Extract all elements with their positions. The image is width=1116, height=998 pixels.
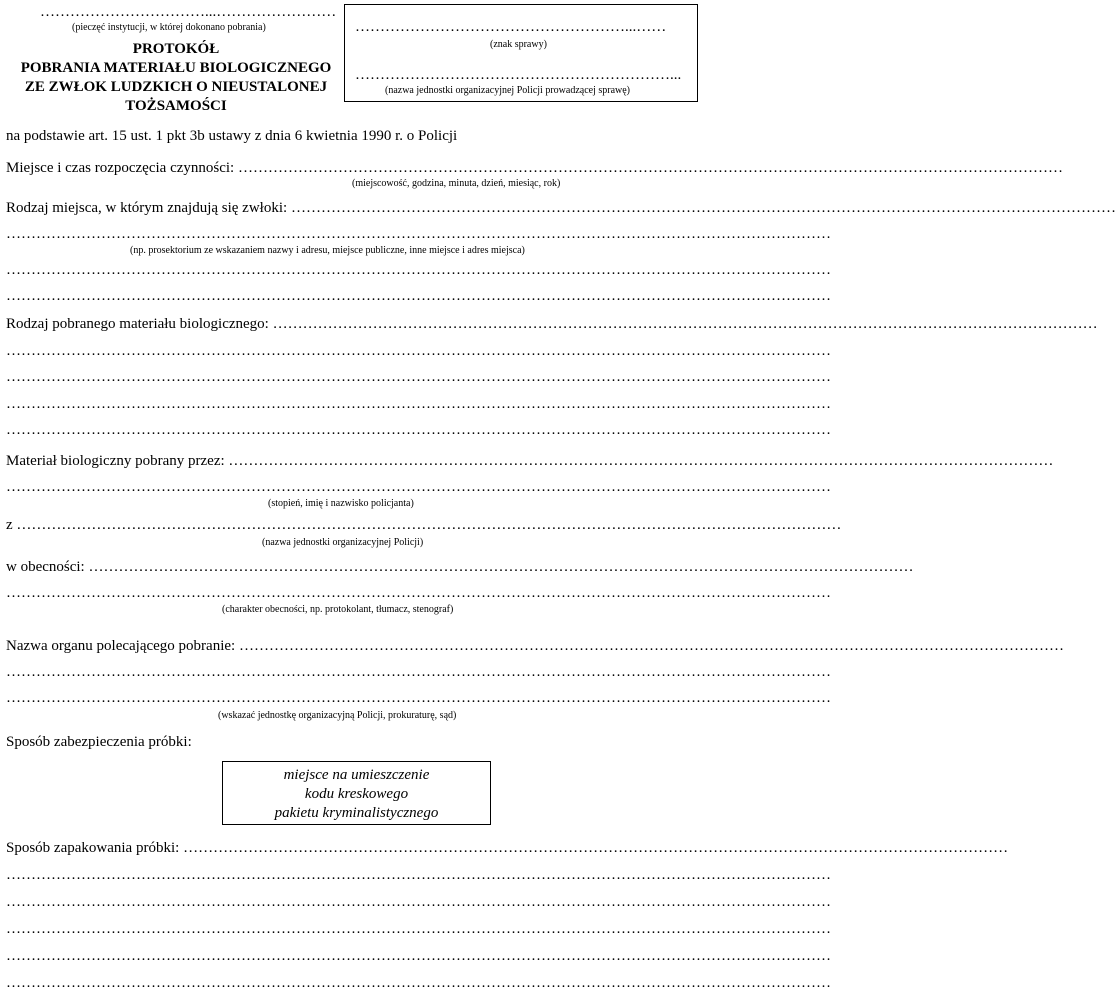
material-type-row[interactable] bbox=[6, 316, 1098, 333]
place-type-line-2[interactable]: ………………………………………………………………………………………………………………………………………………… bbox=[6, 226, 831, 242]
collected-by-hint: (stopień, imię i nazwisko policjanta) bbox=[268, 498, 414, 509]
barcode-line-3: pakietu kryminalistycznego bbox=[274, 805, 439, 821]
material-type-line-2[interactable]: ………………………………………………………………………………………………………………………………………………… bbox=[6, 343, 831, 359]
legal-basis: na podstawie art. 15 ust. 1 pkt 3b ustawy z dnia 6 kwietnia 1990 r. o Policji bbox=[6, 128, 458, 144]
material-type-label: Rodzaj pobranego materiału biologicznego: bbox=[6, 316, 269, 332]
title-line-2: POBRANIA MATERIAŁU BIOLOGICZNEGO bbox=[20, 60, 332, 76]
presence-line-2[interactable]: ………………………………………………………………………………………………………………………………………………… bbox=[6, 585, 831, 601]
place-time-label: Miejsce i czas rozpoczęcia czynności: bbox=[6, 160, 235, 176]
securing-label: Sposób zabezpieczenia próbki: bbox=[6, 734, 192, 750]
place-type-line-3[interactable]: ………………………………………………………………………………………………………………………………………………… bbox=[6, 262, 831, 278]
packing-line-2[interactable]: ………………………………………………………………………………………………………………………………………………… bbox=[6, 867, 831, 883]
packing-row[interactable] bbox=[6, 840, 1009, 857]
place-time-dots[interactable]: ………………………………………………………………………………………………………………………………………………… bbox=[237, 160, 1063, 176]
presence-label: w obecności: bbox=[6, 559, 85, 575]
ordering-body-label: Nazwa organu polecającego pobranie: bbox=[6, 638, 236, 654]
case-unit-hint: (nazwa jednostki organizacyjnej Policji prowadzącej sprawę) bbox=[385, 85, 630, 96]
ordering-body-row[interactable] bbox=[6, 638, 1064, 655]
barcode-placeholder-box[interactable] bbox=[222, 761, 491, 825]
presence-hint: (charakter obecności, np. protokolant, tłumacz, stenograf) bbox=[222, 604, 454, 615]
packing-dots[interactable]: ………………………………………………………………………………………………………………………………………………… bbox=[183, 840, 1009, 856]
collected-by-dots[interactable]: ………………………………………………………………………………………………………………………………………………… bbox=[228, 453, 1054, 469]
case-number-dots[interactable]: ………………………………………………...…… bbox=[355, 19, 667, 35]
collected-by-row[interactable] bbox=[6, 453, 1054, 470]
packing-line-5[interactable]: ………………………………………………………………………………………………………………………………………………… bbox=[6, 948, 831, 964]
unit-dots[interactable]: ………………………………………………………………………………………………………………………………………………… bbox=[16, 517, 842, 533]
stamp-hint: (pieczęć instytucji, w której dokonano pobrania) bbox=[72, 22, 266, 33]
packing-label: Sposób zapakowania próbki: bbox=[6, 840, 180, 856]
unit-hint: (nazwa jednostki organizacyjnej Policji) bbox=[262, 537, 424, 548]
place-type-row[interactable] bbox=[6, 200, 1116, 217]
barcode-line-1: miejsce na umieszczenie bbox=[283, 767, 430, 783]
presence-dots[interactable]: ………………………………………………………………………………………………………………………………………………… bbox=[88, 559, 914, 575]
stamp-dots: ……………………………...…………………… bbox=[40, 4, 337, 20]
unit-row[interactable] bbox=[6, 517, 842, 534]
collected-by-label: Materiał biologiczny pobrany przez: bbox=[6, 453, 225, 469]
case-unit-dots[interactable]: ………………………………………………………... bbox=[355, 67, 682, 83]
packing-line-6[interactable]: ………………………………………………………………………………………………………………………………………………… bbox=[6, 975, 831, 991]
material-type-line-4[interactable]: ………………………………………………………………………………………………………………………………………………… bbox=[6, 396, 831, 412]
material-type-line-3[interactable]: ………………………………………………………………………………………………………………………………………………… bbox=[6, 369, 831, 385]
packing-line-4[interactable]: ………………………………………………………………………………………………………………………………………………… bbox=[6, 921, 831, 937]
barcode-line-2: kodu kreskowego bbox=[304, 786, 409, 802]
ordering-body-dots[interactable]: ………………………………………………………………………………………………………………………………………………… bbox=[238, 638, 1064, 654]
collected-by-line-2[interactable]: ………………………………………………………………………………………………………………………………………………… bbox=[6, 479, 831, 495]
case-box bbox=[344, 4, 698, 102]
unit-label: z bbox=[6, 517, 13, 533]
place-time-hint: (miejscowość, godzina, minuta, dzień, miesiąc, rok) bbox=[352, 178, 561, 189]
presence-row[interactable] bbox=[6, 559, 914, 576]
barcode-placeholder-text bbox=[223, 762, 490, 823]
place-type-dots[interactable]: ………………………………………………………………………………………………………………………………………………… bbox=[290, 200, 1116, 216]
packing-line-3[interactable]: ………………………………………………………………………………………………………………………………………………… bbox=[6, 894, 831, 910]
case-number-hint: (znak sprawy) bbox=[490, 39, 547, 50]
place-type-hint: (np. prosektorium ze wskazaniem nazwy i adresu, miejsce publiczne, inne miejsce i adres miejsca) bbox=[130, 245, 525, 256]
title-line-1: PROTOKÓŁ bbox=[132, 41, 220, 57]
title-line-3: ZE ZWŁOK LUDZKICH O NIEUSTALONEJ bbox=[24, 79, 328, 95]
material-type-line-5[interactable]: ………………………………………………………………………………………………………………………………………………… bbox=[6, 422, 831, 438]
document-title bbox=[6, 40, 346, 116]
ordering-body-line-3[interactable]: ………………………………………………………………………………………………………………………………………………… bbox=[6, 690, 831, 706]
place-time-row[interactable] bbox=[6, 160, 1063, 177]
material-type-dots[interactable]: ………………………………………………………………………………………………………………………………………………… bbox=[272, 316, 1098, 332]
ordering-body-line-2[interactable]: ………………………………………………………………………………………………………………………………………………… bbox=[6, 664, 831, 680]
place-type-label: Rodzaj miejsca, w którym znajdują się zwłoki: bbox=[6, 200, 288, 216]
place-type-line-4[interactable]: ………………………………………………………………………………………………………………………………………………… bbox=[6, 288, 831, 304]
ordering-body-hint: (wskazać jednostkę organizacyjną Policji, prokuraturę, sąd) bbox=[218, 710, 457, 721]
title-line-4: TOŻSAMOŚCI bbox=[125, 98, 227, 114]
